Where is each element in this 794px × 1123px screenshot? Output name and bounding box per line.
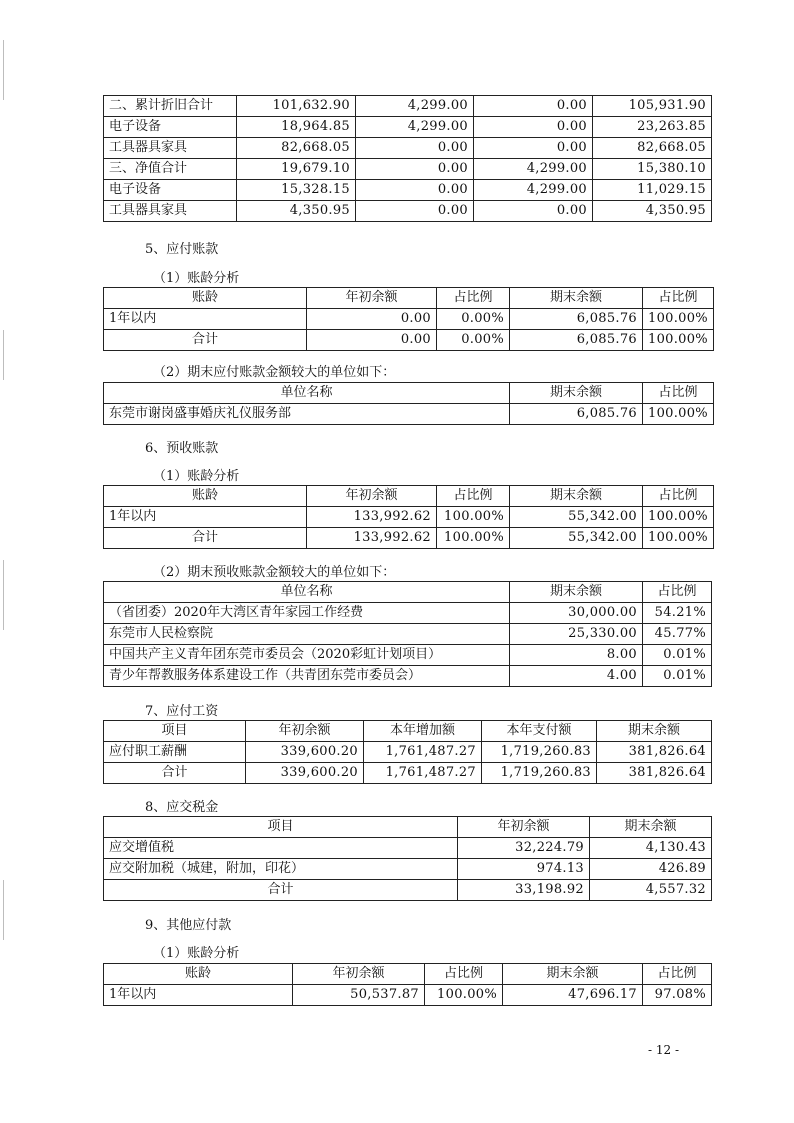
row-label: 1年以内	[104, 309, 307, 330]
scan-edge-mark	[3, 880, 4, 940]
table-row	[104, 666, 712, 687]
column-header: 占比例	[643, 582, 712, 603]
cell-value: 47,696.17	[503, 985, 643, 1006]
fixed-assets-table	[103, 95, 712, 222]
cell-value: 18,964.85	[237, 117, 356, 138]
cell-value: 4,299.00	[474, 159, 593, 180]
cell-value: 11,029.15	[593, 180, 712, 201]
cell-value: 4,350.95	[593, 201, 712, 222]
cell-value: 1,761,487.27	[364, 742, 482, 763]
column-header: 账龄	[104, 486, 307, 507]
column-header: 账龄	[104, 964, 293, 985]
cell-value: 100.00%	[643, 404, 714, 425]
column-header: 占比例	[425, 964, 503, 985]
column-header: 年初余额	[307, 486, 437, 507]
cell-value: 4,299.00	[356, 96, 474, 117]
table-row	[104, 985, 712, 1006]
section-6-sub2: （2）期末预收账款金额较大的单位如下：	[153, 565, 396, 580]
cell-value: 4,299.00	[474, 180, 593, 201]
row-label: 二、累计折旧合计	[104, 96, 237, 117]
table-header-row	[104, 486, 714, 507]
table-row	[104, 138, 712, 159]
cell-value: 45.77%	[643, 624, 712, 645]
table-header-row	[104, 964, 712, 985]
cell-value: 339,600.20	[246, 763, 364, 784]
cell-value: 82,668.05	[237, 138, 356, 159]
scan-edge-mark	[3, 40, 4, 100]
s5-aging-table-block	[103, 287, 714, 351]
table-header-row	[104, 817, 712, 838]
cell-value: 1,719,260.83	[482, 763, 597, 784]
cell-value: 30,000.00	[510, 603, 643, 624]
cell-value: 0.00	[356, 180, 474, 201]
s7-table-block	[103, 720, 712, 784]
row-label: 应付职工薪酬	[104, 742, 246, 763]
row-label: 应交附加税（城建，附加，印花）	[104, 859, 458, 880]
table-row	[104, 96, 712, 117]
cell-value: 15,328.15	[237, 180, 356, 201]
unit-name: 青少年帮教服务体系建设工作（共青团东莞市委员会）	[104, 666, 510, 687]
s9-aging-table-block	[103, 963, 712, 1006]
scan-edge-mark	[3, 330, 4, 380]
cell-value: 133,992.62	[307, 507, 437, 528]
table-header-row	[104, 721, 712, 742]
unit-name: 东莞市人民检察院	[104, 624, 510, 645]
column-header: 占比例	[437, 486, 510, 507]
cell-value: 4,299.00	[356, 117, 474, 138]
s5-aging-table	[103, 287, 714, 351]
column-header: 项目	[104, 817, 458, 838]
row-label: 合计	[104, 528, 307, 549]
cell-value: 381,826.64	[597, 763, 712, 784]
table-total-row	[104, 528, 714, 549]
cell-value: 100.00%	[643, 528, 714, 549]
row-label: 电子设备	[104, 180, 237, 201]
cell-value: 32,224.79	[458, 838, 590, 859]
cell-value: 0.00	[356, 201, 474, 222]
s6-aging-table-block	[103, 485, 714, 549]
column-header: 期末余额	[510, 582, 643, 603]
column-header: 期末余额	[590, 817, 712, 838]
table-row	[104, 507, 714, 528]
column-header: 占比例	[643, 486, 714, 507]
column-header: 单位名称	[104, 582, 510, 603]
column-header: 本年增加额	[364, 721, 482, 742]
row-label: 工具器具家具	[104, 138, 237, 159]
table-row	[104, 645, 712, 666]
cell-value: 54.21%	[643, 603, 712, 624]
table-total-row	[104, 880, 712, 901]
table-row	[104, 838, 712, 859]
cell-value: 82,668.05	[593, 138, 712, 159]
row-label: 1年以内	[104, 985, 293, 1006]
column-header: 期末余额	[503, 964, 643, 985]
unit-name: 东莞市谢岗盛事婚庆礼仪服务部	[104, 404, 510, 425]
cell-value: 100.00%	[437, 507, 510, 528]
column-header: 本年支付额	[482, 721, 597, 742]
cell-value: 0.00	[307, 330, 437, 351]
cell-value: 4,350.95	[237, 201, 356, 222]
column-header: 账龄	[104, 288, 307, 309]
s8-tax-table	[103, 816, 712, 901]
table-row	[104, 859, 712, 880]
column-header: 占比例	[643, 288, 714, 309]
cell-value: 105,931.90	[593, 96, 712, 117]
section-8-title: 8、应交税金	[145, 800, 219, 815]
cell-value: 50,537.87	[293, 985, 425, 1006]
s8-table-block	[103, 816, 712, 901]
cell-value: 6,085.76	[510, 404, 643, 425]
cell-value: 19,679.10	[237, 159, 356, 180]
cell-value: 97.08%	[643, 985, 712, 1006]
s7-salary-table	[103, 720, 712, 784]
table-total-row	[104, 330, 714, 351]
cell-value: 339,600.20	[246, 742, 364, 763]
column-header: 占比例	[643, 383, 714, 404]
table-row	[104, 404, 714, 425]
row-label: 三、净值合计	[104, 159, 237, 180]
column-header: 期末余额	[597, 721, 712, 742]
page-number: - 12 -	[648, 1043, 680, 1057]
cell-value: 4,557.32	[590, 880, 712, 901]
cell-value: 426.89	[590, 859, 712, 880]
row-label: 电子设备	[104, 117, 237, 138]
column-header: 期末余额	[510, 486, 643, 507]
cell-value: 100.00%	[437, 528, 510, 549]
cell-value: 0.00	[474, 117, 593, 138]
cell-value: 1,719,260.83	[482, 742, 597, 763]
cell-value: 0.00	[356, 138, 474, 159]
row-label: 合计	[104, 330, 307, 351]
column-header: 占比例	[643, 964, 712, 985]
table-row	[104, 180, 712, 201]
s6-unit-table-block	[103, 581, 712, 687]
table-header-row	[104, 383, 714, 404]
unit-name: （省团委）2020年大湾区青年家园工作经费	[104, 603, 510, 624]
table-row	[104, 309, 714, 330]
column-header: 年初余额	[307, 288, 437, 309]
s5-unit-table	[103, 382, 714, 425]
section-9-sub1: （1）账龄分析	[153, 946, 240, 961]
cell-value: 0.00%	[437, 309, 510, 330]
row-label: 应交增值税	[104, 838, 458, 859]
cell-value: 100.00%	[425, 985, 503, 1006]
section-9-title: 9、其他应付款	[145, 918, 232, 933]
cell-value: 100.00%	[643, 330, 714, 351]
row-label: 合计	[104, 880, 458, 901]
cell-value: 0.01%	[643, 666, 712, 687]
row-label: 工具器具家具	[104, 201, 237, 222]
s5-unit-table-block	[103, 382, 714, 425]
section-5-sub2: （2）期末应付账款金额较大的单位如下：	[153, 365, 396, 380]
cell-value: 0.01%	[643, 645, 712, 666]
section-5-title: 5、应付账款	[145, 242, 219, 257]
cell-value: 0.00	[474, 201, 593, 222]
column-header: 期末余额	[510, 383, 643, 404]
column-header: 项目	[104, 721, 246, 742]
column-header: 年初余额	[293, 964, 425, 985]
column-header: 年初余额	[246, 721, 364, 742]
table-row	[104, 603, 712, 624]
column-header: 单位名称	[104, 383, 510, 404]
section-6-title: 6、预收账款	[145, 441, 219, 456]
cell-value: 101,632.90	[237, 96, 356, 117]
cell-value: 25,330.00	[510, 624, 643, 645]
s6-aging-table	[103, 485, 714, 549]
row-label: 1年以内	[104, 507, 307, 528]
cell-value: 974.13	[458, 859, 590, 880]
cell-value: 55,342.00	[510, 528, 643, 549]
cell-value: 100.00%	[643, 507, 714, 528]
column-header: 占比例	[437, 288, 510, 309]
cell-value: 100.00%	[643, 309, 714, 330]
s6-unit-table	[103, 581, 712, 687]
cell-value: 6,085.76	[510, 309, 643, 330]
fixed-assets-table-block	[103, 95, 712, 222]
s9-aging-table	[103, 963, 712, 1006]
table-row	[104, 624, 712, 645]
table-row	[104, 159, 712, 180]
cell-value: 6,085.76	[510, 330, 643, 351]
table-row	[104, 201, 712, 222]
table-row	[104, 117, 712, 138]
cell-value: 0.00	[474, 138, 593, 159]
table-total-row	[104, 763, 712, 784]
table-header-row	[104, 582, 712, 603]
cell-value: 0.00	[307, 309, 437, 330]
table-header-row	[104, 288, 714, 309]
cell-value: 0.00	[356, 159, 474, 180]
cell-value: 0.00	[474, 96, 593, 117]
cell-value: 55,342.00	[510, 507, 643, 528]
section-6-sub1: （1）账龄分析	[153, 469, 240, 484]
row-label: 合计	[104, 763, 246, 784]
table-row	[104, 742, 712, 763]
cell-value: 8.00	[510, 645, 643, 666]
cell-value: 23,263.85	[593, 117, 712, 138]
cell-value: 381,826.64	[597, 742, 712, 763]
cell-value: 0.00%	[437, 330, 510, 351]
scan-edge-mark	[3, 560, 4, 630]
unit-name: 中国共产主义青年团东莞市委员会（2020彩虹计划项目）	[104, 645, 510, 666]
column-header: 期末余额	[510, 288, 643, 309]
section-7-title: 7、应付工资	[145, 704, 219, 719]
column-header: 年初余额	[458, 817, 590, 838]
cell-value: 4,130.43	[590, 838, 712, 859]
cell-value: 33,198.92	[458, 880, 590, 901]
cell-value: 4.00	[510, 666, 643, 687]
cell-value: 133,992.62	[307, 528, 437, 549]
cell-value: 15,380.10	[593, 159, 712, 180]
cell-value: 1,761,487.27	[364, 763, 482, 784]
section-5-sub1: （1）账龄分析	[153, 271, 240, 286]
